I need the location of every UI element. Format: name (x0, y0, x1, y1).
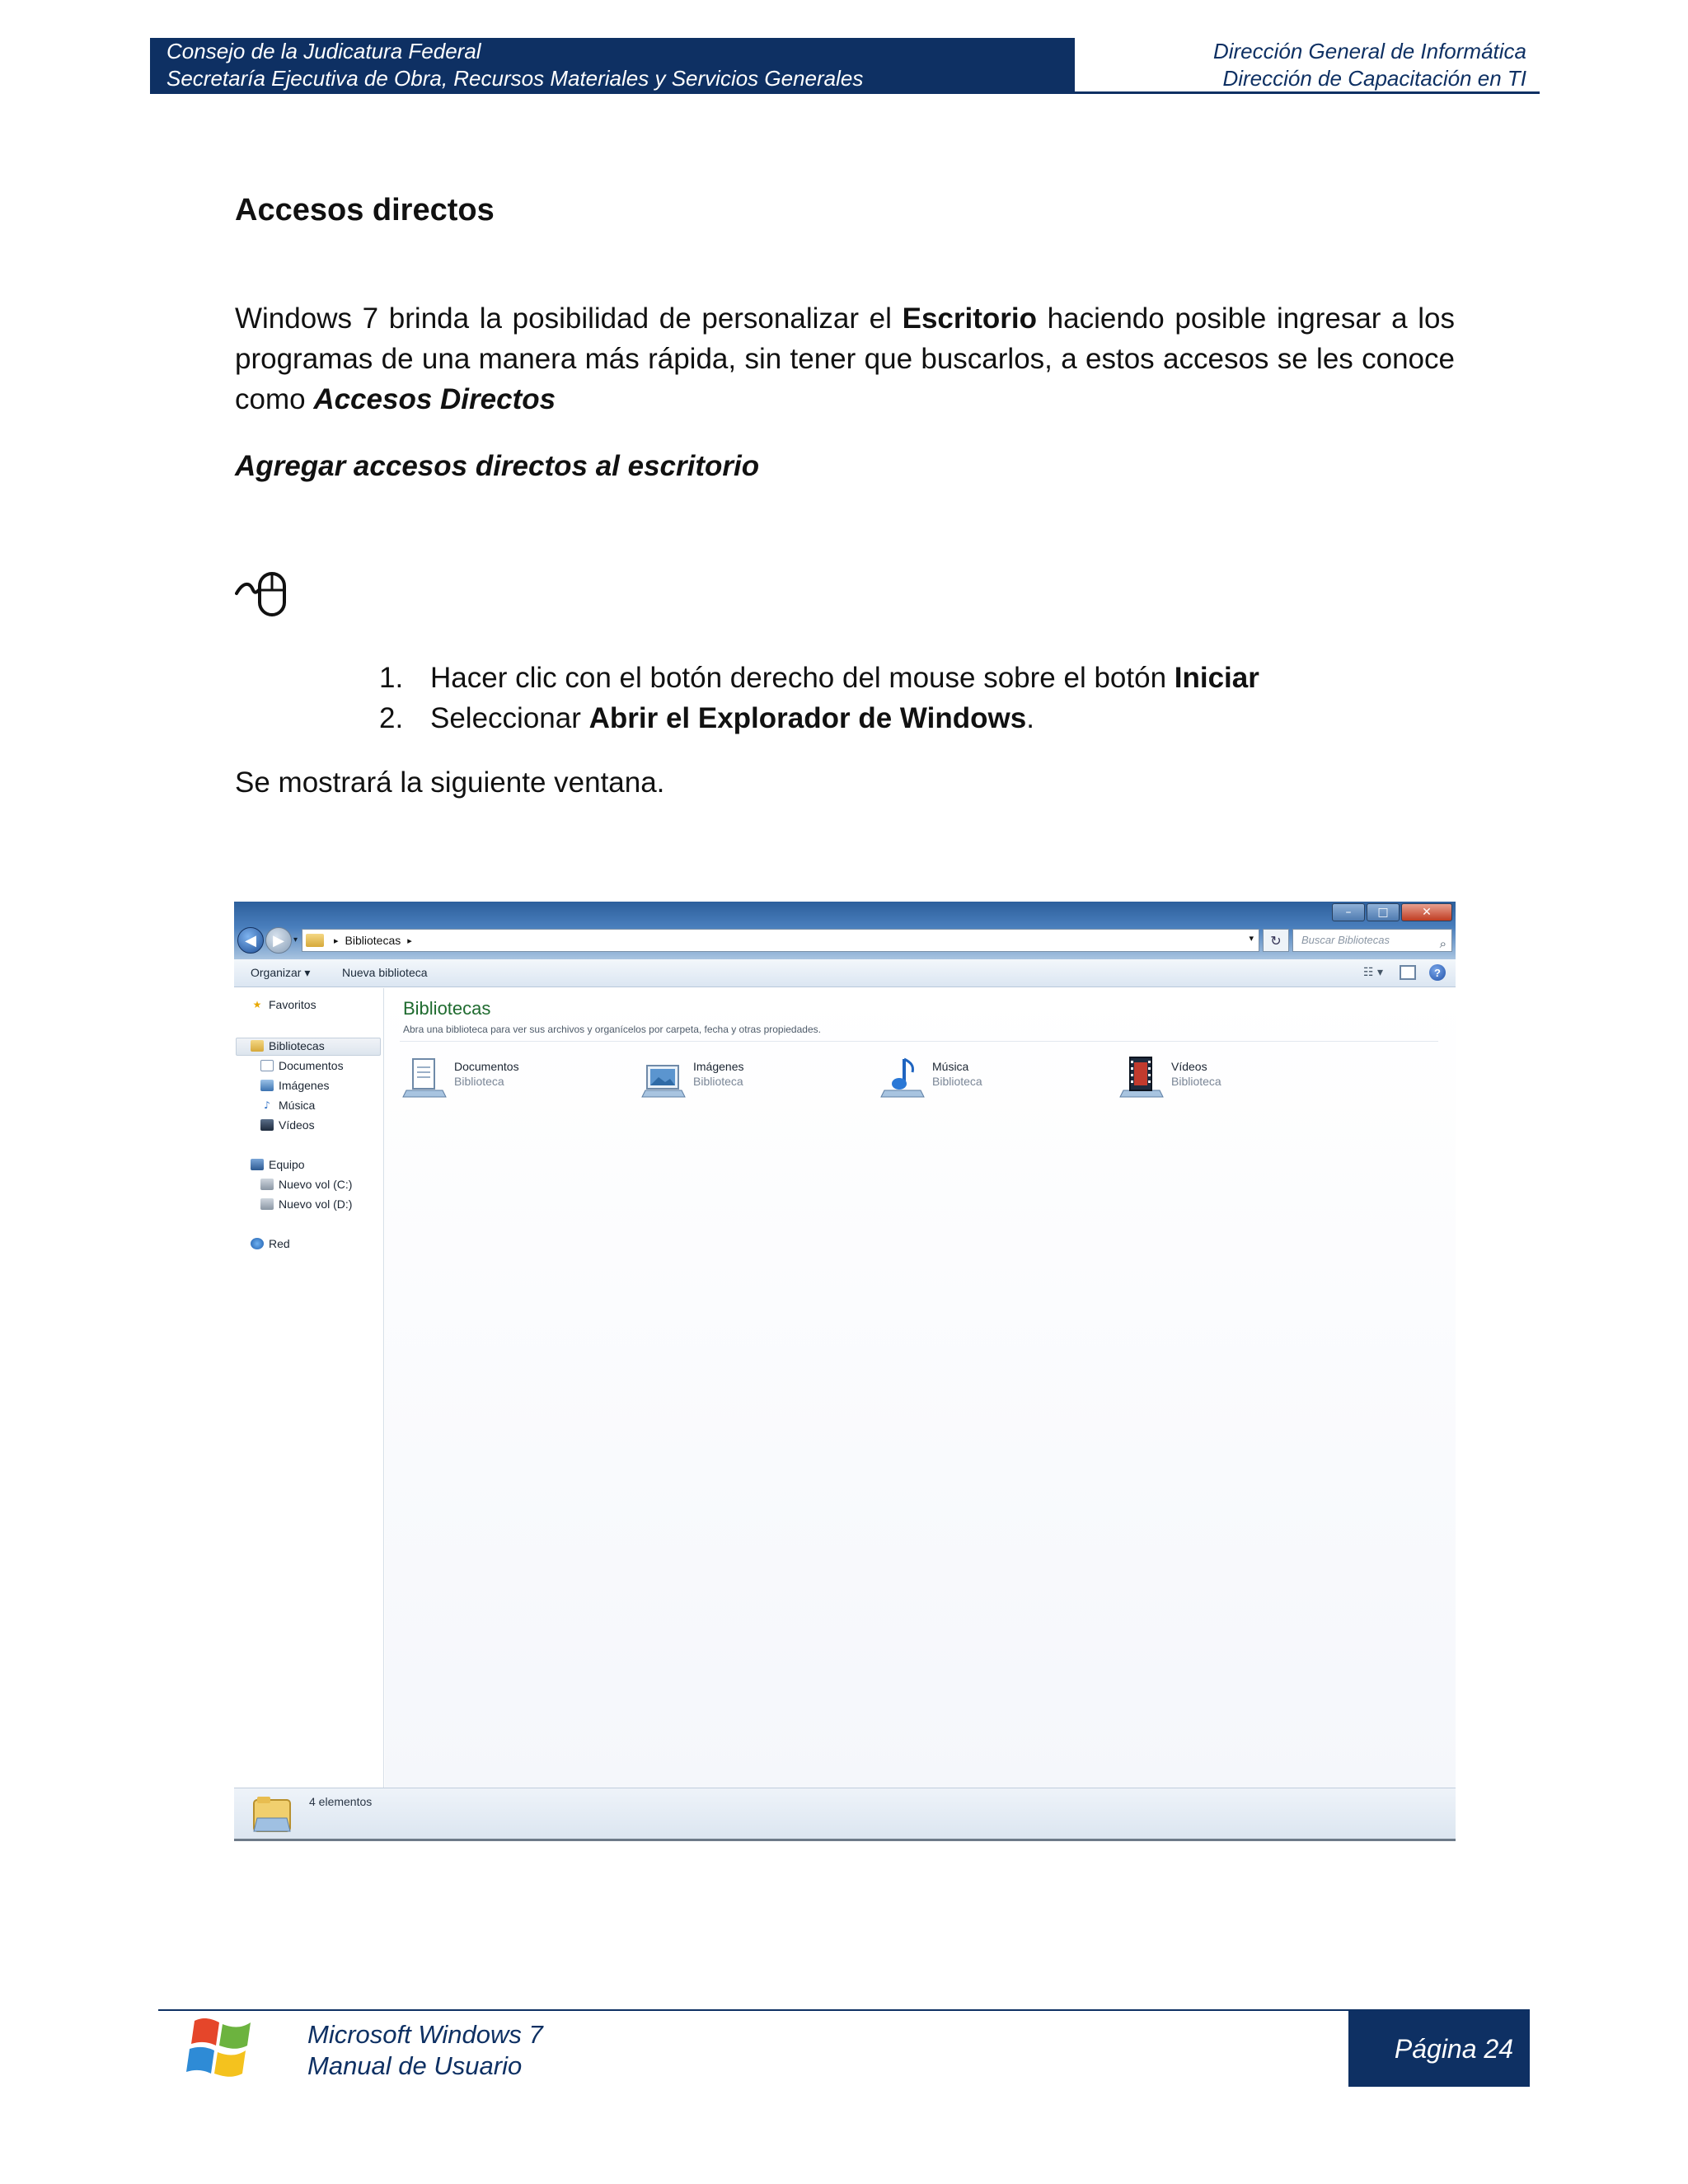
preview-pane-icon[interactable] (1400, 965, 1416, 980)
intro-bold-accesos: Accesos Directos (313, 383, 556, 415)
nav-label: Documentos (279, 1059, 344, 1072)
refresh-icon: ↻ (1270, 932, 1282, 949)
closing-sentence: Se mostrará la siguiente ventana. (235, 766, 665, 799)
item-count: 4 elementos (309, 1795, 373, 1808)
library-type: Biblioteca (454, 1075, 504, 1088)
intro-text-2: haciendo posible ingresar a los programas de una manera más rápida, sin tener que buscarlos, a estos accesos se les conoce como (235, 302, 1455, 415)
music-library-icon (879, 1054, 926, 1100)
nav-item-documents[interactable] (260, 1059, 344, 1072)
footer-manual: Manual de Usuario (307, 2051, 523, 2080)
library-item-videos[interactable] (1118, 1054, 1221, 1100)
header-training: Dirección de Capacitación en TI (1222, 66, 1526, 91)
images-library-icon (640, 1054, 687, 1100)
nav-item-drive-d[interactable] (260, 1197, 352, 1211)
new-library-button[interactable]: Nueva biblioteca (342, 966, 428, 979)
video-icon (260, 1119, 274, 1131)
step-text: Hacer clic con el botón derecho del mouse sobre el botón Iniciar (430, 662, 1259, 694)
step-text: Seleccionar Abrir el Explorador de Windows. (430, 702, 1034, 734)
library-item-documents[interactable] (401, 1054, 519, 1100)
maximize-button[interactable] (1367, 903, 1400, 921)
footer-divider (158, 2009, 1530, 2011)
back-button[interactable] (237, 927, 264, 954)
subsection-title: Agregar accesos directos al escritorio (235, 450, 760, 482)
search-input[interactable] (1292, 929, 1452, 952)
step-item (379, 658, 1259, 698)
library-type: Biblioteca (693, 1075, 743, 1088)
library-name: Música (932, 1060, 969, 1073)
content-divider (400, 1041, 1438, 1042)
drive-icon (260, 1179, 274, 1190)
chevron-right-icon: ▸ (334, 935, 339, 946)
arrow-left-icon: ◀ (245, 931, 256, 949)
header-left-band (150, 38, 1075, 92)
step-number: 2. (379, 702, 404, 734)
content-pane (385, 988, 1456, 1788)
content-description: Abra una biblioteca para ver sus archivos y organícelos por carpeta, fecha y otras propiedades. (403, 1024, 821, 1035)
music-note-icon: ♪ (264, 1099, 270, 1111)
library-item-music[interactable] (879, 1054, 982, 1100)
organize-button[interactable]: Organizar ▾ (251, 966, 311, 979)
videos-library-icon (1118, 1054, 1165, 1100)
image-icon (260, 1080, 274, 1091)
computer-icon (251, 1159, 264, 1170)
nav-item-music[interactable] (260, 1099, 315, 1112)
nav-label: Música (279, 1099, 316, 1112)
nav-item-libraries[interactable] (251, 1039, 325, 1052)
forward-button[interactable] (265, 927, 292, 954)
intro-bold-escritorio: Escritorio (902, 302, 1037, 335)
nav-label: Nuevo vol (C:) (279, 1178, 353, 1191)
address-crumb[interactable]: Bibliotecas (345, 934, 401, 947)
history-dropdown-icon[interactable]: ▾ (293, 935, 298, 944)
maximize-icon: □ (1377, 906, 1389, 919)
library-item-images[interactable] (640, 1054, 743, 1100)
nav-label: Vídeos (279, 1118, 315, 1132)
help-icon[interactable]: ? (1429, 964, 1446, 981)
library-type: Biblioteca (932, 1075, 982, 1088)
window-controls (1332, 903, 1452, 921)
nav-item-videos[interactable] (260, 1118, 315, 1132)
steps-list (379, 658, 1259, 738)
step-item (379, 698, 1259, 738)
explorer-window (234, 902, 1456, 1841)
close-icon: ✕ (1422, 906, 1432, 919)
nav-item-images[interactable] (260, 1079, 329, 1092)
nav-label: Red (269, 1237, 290, 1250)
nav-item-drive-c[interactable] (260, 1178, 352, 1191)
nav-label: Favoritos (269, 998, 316, 1011)
intro-text-1: Windows 7 brinda la posibilidad de personalizar el (235, 302, 903, 335)
content-title: Bibliotecas (403, 998, 491, 1019)
star-icon: ★ (252, 999, 262, 1010)
step-number: 1. (379, 662, 404, 694)
view-options-icon[interactable]: ☷ ▾ (1363, 966, 1384, 979)
footer-product-name: Microsoft Windows 7 (307, 2020, 543, 2049)
nav-label: Bibliotecas (269, 1039, 325, 1052)
refresh-button[interactable] (1263, 929, 1289, 952)
nav-label: Imágenes (279, 1079, 330, 1092)
network-icon (251, 1238, 264, 1249)
drive-icon (260, 1198, 274, 1210)
window-titlebar[interactable] (234, 902, 1456, 959)
section-title: Accesos directos (235, 193, 495, 227)
page-number: Página 24 (1348, 2011, 1530, 2087)
command-bar-right (1363, 964, 1446, 981)
minimize-button[interactable] (1332, 903, 1365, 921)
library-type: Biblioteca (1171, 1075, 1221, 1088)
chevron-right-icon[interactable]: ▸ (407, 935, 412, 946)
libraries-icon (251, 1040, 264, 1052)
nav-label: Equipo (269, 1158, 305, 1171)
nav-item-network[interactable] (251, 1237, 290, 1250)
footer-product (307, 2019, 543, 2082)
minimize-icon: – (1345, 906, 1352, 919)
libraries-icon (306, 934, 324, 947)
header-org-name: Consejo de la Judicatura Federal (166, 39, 481, 63)
documents-library-icon (401, 1054, 448, 1100)
nav-item-favorites[interactable] (251, 998, 316, 1011)
windows-logo-icon (180, 2011, 262, 2085)
arrow-right-icon: ▶ (273, 931, 284, 949)
mouse-icon (235, 564, 291, 618)
header-secretariat: Secretaría Ejecutiva de Obra, Recursos Materiales y Servicios Generales (166, 66, 864, 91)
nav-item-computer[interactable] (251, 1158, 305, 1171)
search-icon[interactable]: ⌕ (1439, 936, 1447, 951)
header-direction: Dirección General de Informática (1212, 39, 1526, 63)
search-placeholder: Buscar Bibliotecas (1301, 934, 1390, 946)
close-button[interactable] (1401, 903, 1452, 921)
header-divider (150, 91, 1540, 94)
status-bar (234, 1788, 1456, 1841)
library-name: Vídeos (1171, 1060, 1207, 1073)
nav-label: Nuevo vol (D:) (279, 1197, 353, 1211)
library-name: Documentos (454, 1060, 519, 1073)
libraries-folder-icon (251, 1793, 293, 1836)
header-right-block (1075, 38, 1540, 92)
intro-paragraph (235, 298, 1455, 419)
library-name: Imágenes (693, 1060, 744, 1073)
document-icon (260, 1060, 274, 1071)
command-bar (234, 959, 1456, 987)
chevron-down-icon[interactable]: ▾ (1249, 933, 1254, 944)
navigation-pane (234, 988, 384, 1788)
address-bar[interactable] (302, 929, 1259, 952)
